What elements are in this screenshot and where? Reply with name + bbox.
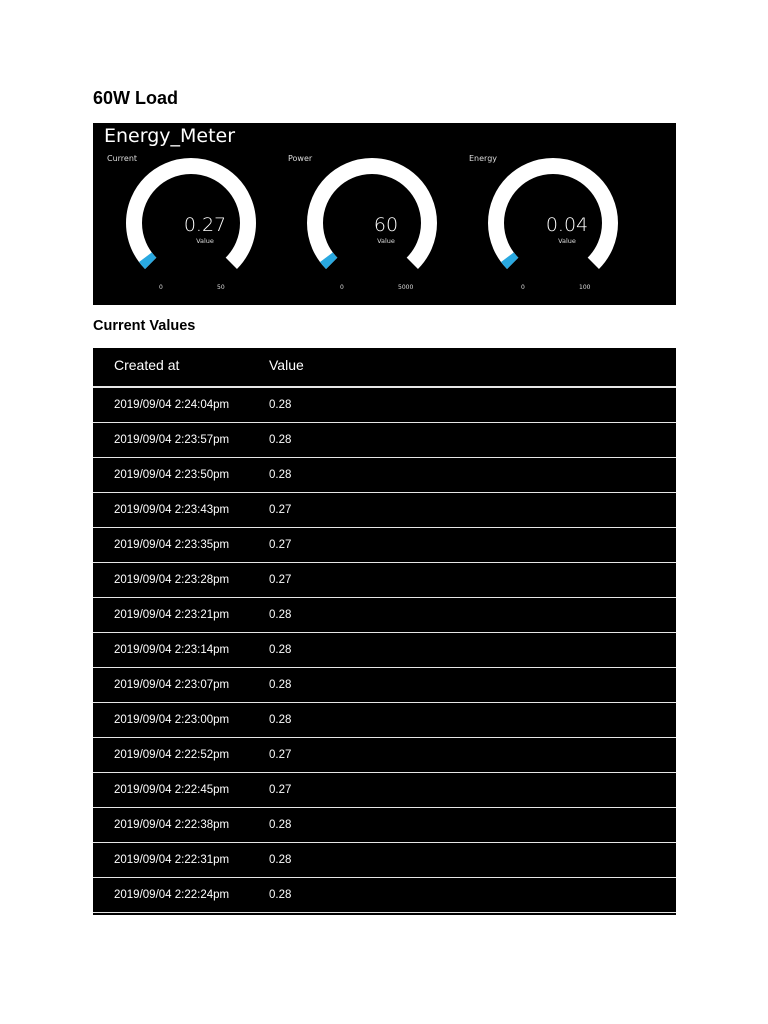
gauge-energy-min: 0 <box>521 284 525 291</box>
cell-created-at: 2019/09/04 2:24:04pm <box>114 399 230 411</box>
gauge-energy-max: 100 <box>579 284 591 291</box>
cell-created-at: 2019/09/04 2:23:14pm <box>114 644 230 656</box>
gauge-current-value: 0.27 <box>183 214 227 236</box>
table-row <box>93 703 676 738</box>
column-header-created-at[interactable]: Created at <box>114 357 180 373</box>
cell-created-at: 2019/09/04 2:22:31pm <box>114 854 230 866</box>
cell-value: 0.28 <box>269 714 292 726</box>
gauge-power-min: 0 <box>340 284 344 291</box>
gauge-current-min: 0 <box>159 284 163 291</box>
gauge-energy-sub: Value <box>558 237 576 245</box>
cell-value: 0.28 <box>269 644 292 656</box>
cell-created-at: 2019/09/04 2:23:21pm <box>114 609 230 621</box>
gauge-power-fill <box>326 257 331 263</box>
cell-value: 0.28 <box>269 609 292 621</box>
gauge-power-sub: Value <box>377 237 395 245</box>
cell-created-at: 2019/09/04 2:22:38pm <box>114 819 230 831</box>
gauge-power-value: 60 <box>373 214 399 236</box>
page-title: 60W Load <box>93 88 179 108</box>
cell-created-at: 2019/09/04 2:23:50pm <box>114 469 230 481</box>
table-row <box>93 878 676 913</box>
gauge-energy <box>469 153 629 303</box>
table-row <box>93 843 676 878</box>
column-header-value[interactable]: Value <box>269 357 304 373</box>
cell-value: 0.28 <box>269 889 292 901</box>
cell-created-at: 2019/09/04 2:23:35pm <box>114 539 230 551</box>
cell-value: 0.27 <box>269 784 292 796</box>
cell-value: 0.27 <box>269 574 292 586</box>
gauge-current-label: Current <box>107 154 138 163</box>
cell-value: 0.28 <box>269 679 292 691</box>
table-row <box>93 528 676 563</box>
table-row <box>93 598 676 633</box>
gauge-energy-value: 0.04 <box>545 214 589 236</box>
table-row <box>93 423 676 458</box>
gauge-current <box>107 153 267 303</box>
cell-created-at: 2019/09/04 2:22:45pm <box>114 784 230 796</box>
table-row <box>93 738 676 773</box>
gauge-power-max: 5000 <box>398 284 414 291</box>
energy-meter-panel <box>93 123 676 305</box>
values-table <box>93 348 676 915</box>
cell-value: 0.28 <box>269 854 292 866</box>
gauge-power <box>288 153 448 303</box>
gauge-current-fill <box>145 257 150 263</box>
gauge-current-max: 50 <box>217 284 225 291</box>
cell-created-at: 2019/09/04 2:23:57pm <box>114 434 230 446</box>
table-row <box>93 633 676 668</box>
table-row <box>93 388 676 423</box>
cell-value: 0.27 <box>269 504 292 516</box>
gauge-energy-label: Energy <box>469 154 498 163</box>
table-row <box>93 808 676 843</box>
table-row <box>93 563 676 598</box>
cell-value: 0.28 <box>269 469 292 481</box>
panel-title: Energy_Meter <box>104 125 236 147</box>
cell-value: 0.28 <box>269 399 292 411</box>
table-header <box>93 348 676 388</box>
cell-value: 0.27 <box>269 749 292 761</box>
table-row <box>93 458 676 493</box>
cell-created-at: 2019/09/04 2:22:52pm <box>114 749 230 761</box>
table-row <box>93 668 676 703</box>
gauge-power-label: Power <box>288 154 313 163</box>
cell-value: 0.27 <box>269 539 292 551</box>
cell-value: 0.28 <box>269 819 292 831</box>
cell-created-at: 2019/09/04 2:23:28pm <box>114 574 230 586</box>
gauge-energy-fill <box>507 257 512 263</box>
cell-created-at: 2019/09/04 2:23:00pm <box>114 714 230 726</box>
table-row <box>93 493 676 528</box>
gauge-current-sub: Value <box>196 237 214 245</box>
table-row <box>93 773 676 808</box>
cell-created-at: 2019/09/04 2:23:43pm <box>114 504 230 516</box>
section-title: Current Values <box>93 318 196 334</box>
cell-created-at: 2019/09/04 2:23:07pm <box>114 679 230 691</box>
cell-created-at: 2019/09/04 2:22:24pm <box>114 889 230 901</box>
cell-value: 0.28 <box>269 434 292 446</box>
